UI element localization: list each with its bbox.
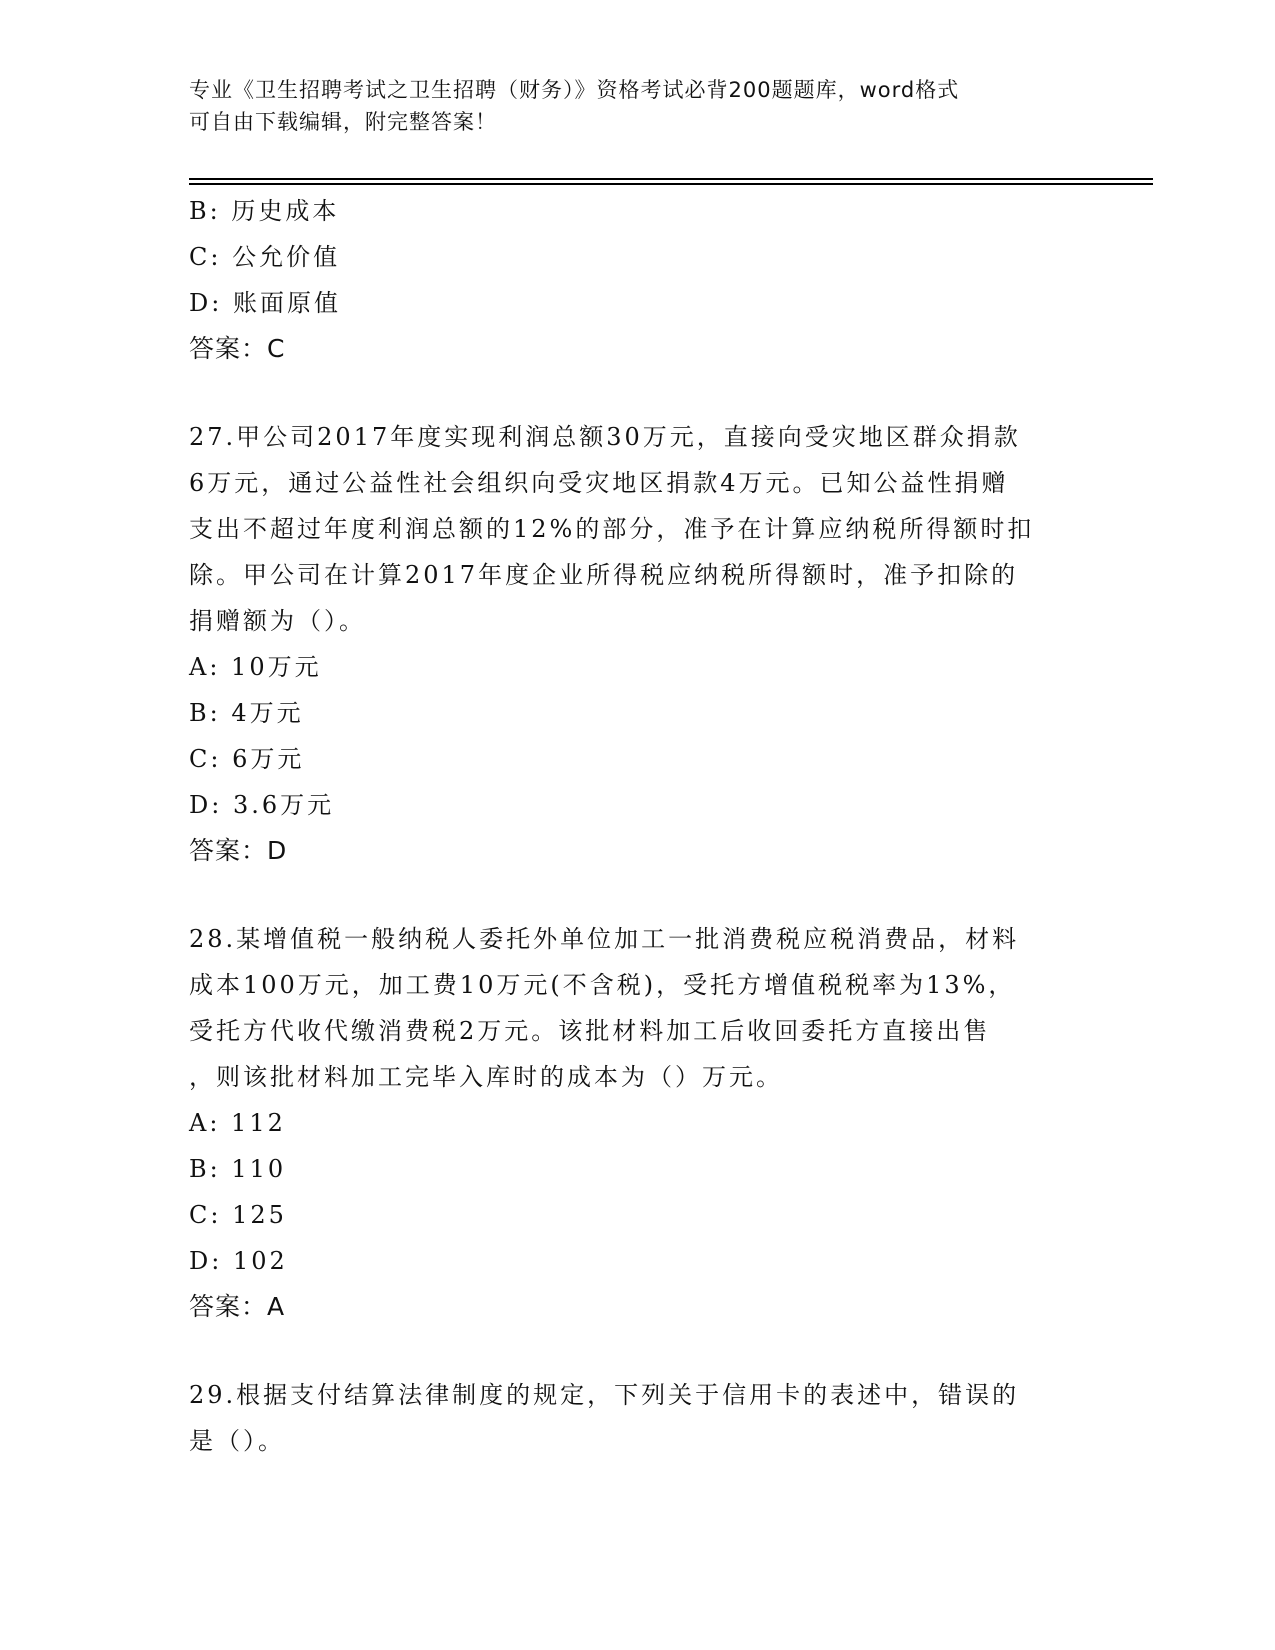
question-27 [189,414,1089,874]
option-a: A: 10万元 [189,653,322,681]
question-spacer [189,1330,1089,1372]
option-c: C: 6万元 [189,745,305,773]
question-spacer [189,874,1089,916]
question-text-line: 成本100万元，加工费10万元(不含税)，受托方增值税税率为13%， [189,971,1016,999]
question-text-line: 支出不超过年度利润总额的12%的部分，准予在计算应纳税所得额时扣 [189,515,1035,543]
option-d: D: 102 [189,1247,288,1275]
answer-line: 答案：D [189,836,288,865]
question-spacer [189,372,1089,414]
question-text-line: ，则该批材料加工完毕入库时的成本为（）万元。 [189,1063,783,1091]
question-text-line: 受托方代收代缴消费税2万元。该批材料加工后收回委托方直接出售 [189,1017,991,1045]
option-d: D: 3.6万元 [189,791,335,819]
header-line-1: 专业《卫生招聘考试之卫生招聘（财务）》资格考试必背200题题库，word格式 [189,78,960,102]
question-28 [189,916,1089,1330]
question-text-line: 是（）。 [189,1427,285,1455]
option-b: B: 4万元 [189,699,304,727]
question-text-line: 捐赠额为（）。 [189,607,366,635]
option-d: D: 账面原值 [189,289,341,317]
question-text-line: 27.甲公司2017年度实现利润总额30万元，直接向受灾地区群众捐款 [189,423,1021,451]
question-text-line: 6万元，通过公益性社会组织向受灾地区捐款4万元。已知公益性捐赠 [189,469,1009,497]
option-c: C: 125 [189,1201,287,1229]
question-text-line: 28.某增值税一般纳税人委托外单位加工一批消费税应税消费品，材料 [189,925,1020,953]
option-a: A: 112 [189,1109,286,1137]
header-divider-top [189,178,1153,180]
answer-line: 答案：C [189,334,286,363]
option-b: B: 110 [189,1155,287,1183]
question-26-continued [189,188,1089,372]
question-text-line: 29.根据支付结算法律制度的规定，下列关于信用卡的表述中，错误的 [189,1381,1020,1409]
question-29 [189,1372,1089,1464]
option-c: C: 公允价值 [189,243,341,271]
header-divider-bottom [189,183,1153,185]
document-body [189,188,1089,1464]
document-header [189,74,1089,138]
question-text-line: 除。甲公司在计算2017年度企业所得税应纳税所得额时，准予扣除的 [189,561,1019,589]
answer-line: 答案：A [189,1292,286,1321]
option-b: B: 历史成本 [189,197,340,225]
header-line-2: 可自由下载编辑，附完整答案！ [189,110,497,134]
